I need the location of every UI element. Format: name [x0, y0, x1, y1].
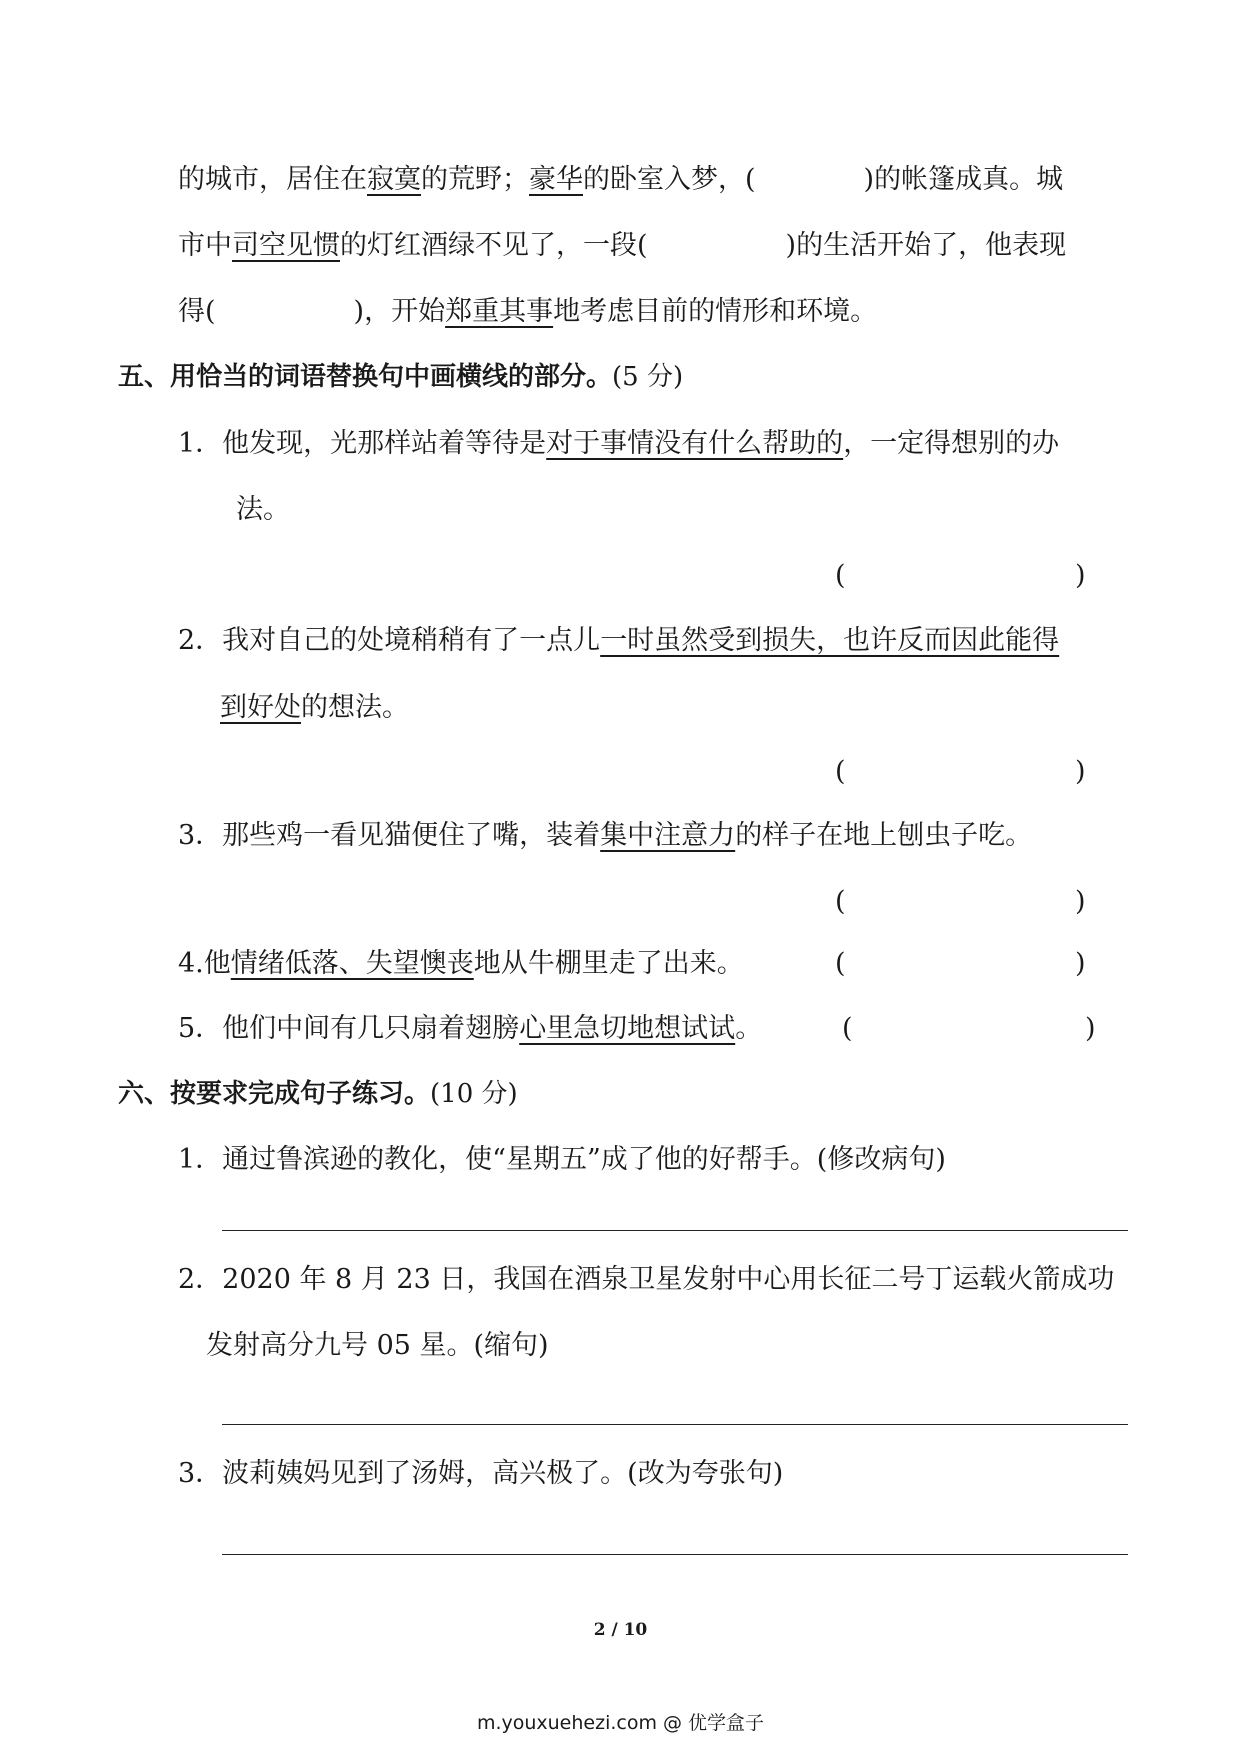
answer-line-2[interactable] — [222, 1424, 1128, 1425]
answer-line-3[interactable] — [222, 1554, 1128, 1555]
answer-paren-open: ( — [842, 1013, 853, 1044]
s5-question-4: 4.他情绪低落、失望懊丧地从牛棚里走了出来。 — [178, 948, 744, 979]
section-6-heading: 六、按要求完成句子练习。(10 分) — [118, 1079, 518, 1109]
s6-question-2: 2．2020 年 8 月 23 日，我国在酒泉卫星发射中心用长征二号丁运载火箭成功 — [178, 1264, 1115, 1295]
answer-blank-3[interactable] — [855, 882, 1070, 922]
s6-question-3: 3．波莉姨妈见到了汤姆，高兴极了。(改为夸张句) — [178, 1458, 784, 1489]
passage-line-3: 得( )，开始郑重其事地考虑目前的情形和环境。 — [178, 296, 878, 327]
underlined-phrase: 情绪低落、失望懊丧 — [230, 948, 474, 979]
answer-paren-close: ) — [1075, 560, 1086, 591]
underlined-phrase: 集中注意力 — [600, 820, 736, 851]
answer-blank-4[interactable] — [855, 944, 1070, 984]
page-number: 2 / 10 — [593, 1620, 648, 1640]
section-5-heading: 五、用恰当的词语替换句中画横线的部分。(5 分) — [118, 362, 684, 392]
answer-paren-close: ) — [1075, 756, 1086, 787]
underlined-word: 郑重其事 — [445, 296, 554, 327]
s5-question-2-cont: 到好处的想法。 — [220, 692, 409, 723]
underlined-word: 寂寞 — [367, 164, 421, 195]
underlined-phrase: 一时虽然受到损失，也许反而因此能得 — [600, 625, 1060, 656]
s5-question-5: 5．他们中间有几只扇着翅膀心里急切地想试试。 — [178, 1013, 763, 1044]
underlined-phrase: 心里急切地想试试 — [519, 1013, 736, 1044]
answer-paren-open: ( — [835, 560, 846, 591]
answer-blank-2[interactable] — [855, 752, 1070, 792]
answer-blank-1[interactable] — [855, 556, 1070, 596]
passage-line-1: 的城市，居住在寂寞的荒野；豪华的卧室入梦，( )的帐篷成真。城 — [178, 164, 1064, 195]
s5-question-1-cont: 法。 — [236, 494, 290, 525]
s6-question-2-cont: 发射高分九号 05 星。(缩句) — [206, 1330, 549, 1361]
answer-paren-open: ( — [835, 886, 846, 917]
answer-paren-close: ) — [1085, 1013, 1096, 1044]
s5-question-1: 1．他发现，光那样站着等待是对于事情没有什么帮助的，一定得想别的办 — [178, 428, 1060, 459]
s6-question-1: 1．通过鲁滨逊的教化，使“星期五”成了他的好帮手。(修改病句) — [178, 1144, 946, 1175]
s5-question-2: 2．我对自己的处境稍稍有了一点儿一时虽然受到损失，也许反而因此能得 — [178, 625, 1060, 656]
underlined-word: 司空见惯 — [232, 230, 340, 261]
s5-question-3: 3．那些鸡一看见猫便住了嘴，装着集中注意力的样子在地上刨虫子吃。 — [178, 820, 1033, 851]
answer-paren-close: ) — [1075, 948, 1086, 979]
underlined-phrase: 到好处 — [220, 692, 301, 723]
answer-line-1[interactable] — [222, 1230, 1128, 1231]
answer-paren-open: ( — [835, 948, 846, 979]
underlined-word: 豪华 — [529, 164, 583, 195]
underlined-phrase: 对于事情没有什么帮助的 — [546, 428, 844, 459]
answer-blank-5[interactable] — [862, 1009, 1080, 1049]
passage-line-2: 市中司空见惯的灯红酒绿不见了，一段( )的生活开始了，他表现 — [178, 230, 1067, 261]
answer-paren-open: ( — [835, 756, 846, 787]
footer-watermark: m.youxuehezi.com @ 优学盒子 — [476, 1712, 765, 1734]
answer-paren-close: ) — [1075, 886, 1086, 917]
